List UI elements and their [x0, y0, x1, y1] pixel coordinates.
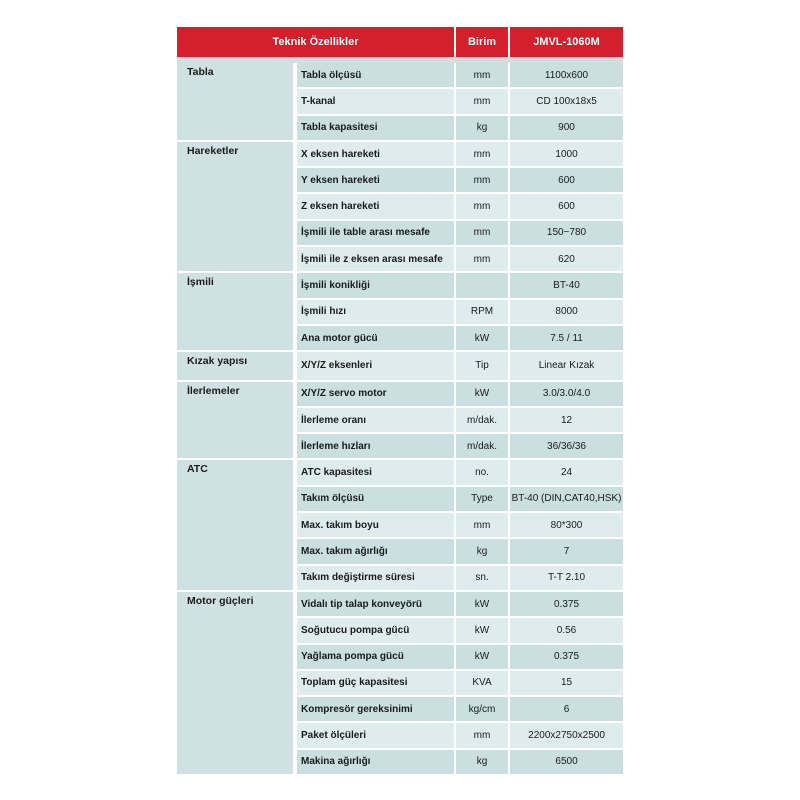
feature-cell: Tabla kapasitesi — [295, 115, 455, 141]
spec-table-header — [177, 27, 623, 60]
unit-cell: mm — [455, 512, 509, 538]
value-cell: 1000 — [509, 141, 623, 167]
unit-cell: kW — [455, 644, 509, 670]
value-cell: 6500 — [509, 749, 623, 775]
table-row — [177, 351, 623, 380]
value-cell: 12 — [509, 407, 623, 433]
value-cell: 15 — [509, 670, 623, 696]
value-cell: BT-40 (DIN,CAT40,HSK) — [509, 486, 623, 512]
group-label: Hareketler — [177, 141, 295, 272]
feature-cell: Max. takım ağırlığı — [295, 538, 455, 564]
unit-cell: mm — [455, 220, 509, 246]
value-cell: 7.5 / 11 — [509, 325, 623, 351]
unit-cell: mm — [455, 60, 509, 88]
unit-cell: RPM — [455, 299, 509, 325]
feature-cell: Ana motor gücü — [295, 325, 455, 351]
feature-cell: Kompresör gereksinimi — [295, 696, 455, 722]
value-cell: 0.375 — [509, 591, 623, 617]
feature-cell: İşmili hızı — [295, 299, 455, 325]
table-row — [177, 459, 623, 485]
unit-cell: kW — [455, 325, 509, 351]
unit-cell: mm — [455, 246, 509, 272]
feature-cell: Toplam güç kapasitesi — [295, 670, 455, 696]
feature-cell: Makina ağırlığı — [295, 749, 455, 775]
unit-cell: kW — [455, 617, 509, 643]
feature-cell: Takım ölçüsü — [295, 486, 455, 512]
group-label: İşmili — [177, 272, 295, 351]
feature-cell: Tabla ölçüsü — [295, 60, 455, 88]
spec-table-body — [177, 60, 623, 775]
feature-cell: X eksen hareketi — [295, 141, 455, 167]
feature-cell: Takım değiştirme süresi — [295, 565, 455, 591]
value-cell: 0.375 — [509, 644, 623, 670]
value-cell: T-T 2.10 — [509, 565, 623, 591]
unit-cell: sn. — [455, 565, 509, 591]
feature-cell: X/Y/Z servo motor — [295, 381, 455, 407]
feature-cell: Max. takım boyu — [295, 512, 455, 538]
unit-cell: m/dak. — [455, 433, 509, 459]
unit-cell: KVA — [455, 670, 509, 696]
unit-cell: no. — [455, 459, 509, 485]
table-row — [177, 591, 623, 617]
unit-cell: Type — [455, 486, 509, 512]
model-column-header: JMVL-1060M — [509, 27, 623, 60]
group-label: İlerlemeler — [177, 381, 295, 460]
unit-cell: mm — [455, 88, 509, 114]
feature-cell: İşmili ile table arası mesafe — [295, 220, 455, 246]
feature-cell: İşmili konikliği — [295, 272, 455, 298]
feature-cell: Vidalı tip talap konveyörü — [295, 591, 455, 617]
unit-cell: kg — [455, 115, 509, 141]
value-cell: BT-40 — [509, 272, 623, 298]
value-cell: 620 — [509, 246, 623, 272]
value-cell: 80*300 — [509, 512, 623, 538]
unit-cell: kg — [455, 749, 509, 775]
table-row — [177, 381, 623, 407]
feature-cell: İlerleme hızları — [295, 433, 455, 459]
unit-cell: m/dak. — [455, 407, 509, 433]
unit-cell: kg — [455, 538, 509, 564]
feature-column-header: Teknik Özellikler — [177, 27, 455, 60]
value-cell: 2200x2750x2500 — [509, 722, 623, 748]
value-cell: 36/36/36 — [509, 433, 623, 459]
value-cell: 7 — [509, 538, 623, 564]
value-cell: 0.56 — [509, 617, 623, 643]
feature-cell: Z eksen hareketi — [295, 193, 455, 219]
unit-cell — [455, 272, 509, 298]
value-cell: 1100x600 — [509, 60, 623, 88]
feature-cell: Yağlama pompa gücü — [295, 644, 455, 670]
feature-cell: X/Y/Z eksenleri — [295, 351, 455, 380]
table-row — [177, 272, 623, 298]
group-label: ATC — [177, 459, 295, 590]
value-cell: 8000 — [509, 299, 623, 325]
group-label: Tabla — [177, 60, 295, 141]
group-label: Motor güçleri — [177, 591, 295, 775]
group-label: Kızak yapısı — [177, 351, 295, 380]
feature-cell: İlerleme oranı — [295, 407, 455, 433]
feature-cell: Y eksen hareketi — [295, 167, 455, 193]
unit-column-header: Birim — [455, 27, 509, 60]
unit-cell: mm — [455, 167, 509, 193]
table-row — [177, 141, 623, 167]
feature-cell: Paket ölçüleri — [295, 722, 455, 748]
value-cell: 6 — [509, 696, 623, 722]
value-cell: 150~780 — [509, 220, 623, 246]
unit-cell: kW — [455, 591, 509, 617]
spec-table — [177, 27, 623, 776]
feature-cell: Soğutucu pompa gücü — [295, 617, 455, 643]
unit-cell: mm — [455, 722, 509, 748]
unit-cell: Tip — [455, 351, 509, 380]
unit-cell: kg/cm — [455, 696, 509, 722]
unit-cell: kW — [455, 381, 509, 407]
table-row — [177, 60, 623, 88]
value-cell: Linear Kızak — [509, 351, 623, 380]
value-cell: CD 100x18x5 — [509, 88, 623, 114]
value-cell: 3.0/3.0/4.0 — [509, 381, 623, 407]
feature-cell: T-kanal — [295, 88, 455, 114]
value-cell: 24 — [509, 459, 623, 485]
unit-cell: mm — [455, 141, 509, 167]
value-cell: 600 — [509, 193, 623, 219]
value-cell: 600 — [509, 167, 623, 193]
feature-cell: ATC kapasitesi — [295, 459, 455, 485]
unit-cell: mm — [455, 193, 509, 219]
feature-cell: İşmili ile z eksen arası mesafe — [295, 246, 455, 272]
value-cell: 900 — [509, 115, 623, 141]
